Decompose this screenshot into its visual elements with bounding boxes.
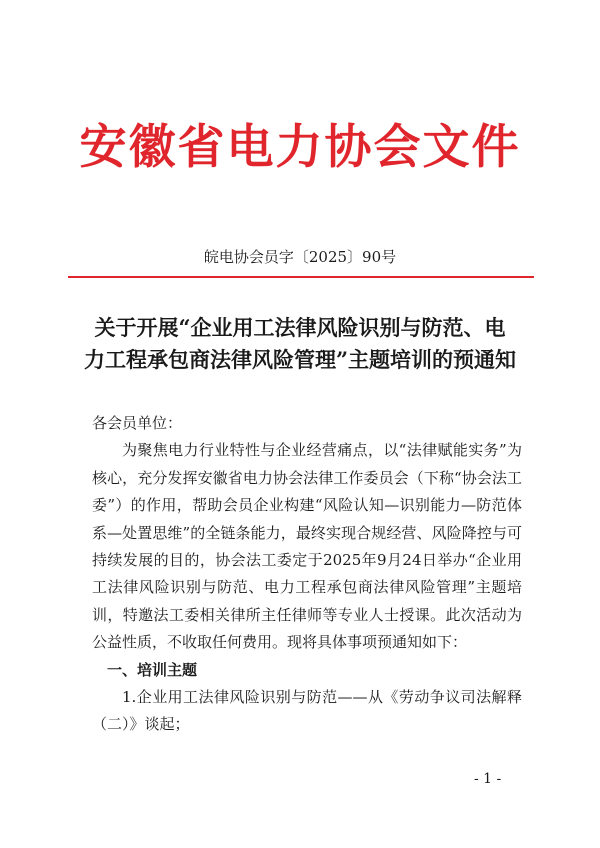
notice-title-line-2: 力工程承包商法律风险管理”主题培训的预通知 xyxy=(83,347,517,372)
body-paragraph-1: 为聚焦电力行业特性与企业经营痛点，以“法律赋能实务”为核心，充分发挥安徽省电力协会法律工作委员会（下称“协会法工委”）的作用，帮助会员企业构建“风险认知—识别能力—防范体系—处置思维”的全链条能力，最终实现合规经营、风险降控与可持续发展的目的，协会法工委定于2025年9月24日举办“企业用工法律风险识别与防范、电力工程承包商法律风险管理”主题培训，特邀法工委相关律所主任律师等专业人士授课。此次活动为公益性质，不收取任何费用。现将具体事项预通知如下： xyxy=(92,441,522,652)
document-body xyxy=(92,410,522,739)
list-item-1: 1.企业用工法律风险识别与防范——从《劳动争议司法解释（二）》谈起； xyxy=(92,688,522,734)
org-header-title: 安徽省电力协会文件 xyxy=(79,120,521,175)
section-heading-1: 一、培训主题 xyxy=(107,660,198,679)
notice-title xyxy=(60,312,540,376)
page-number: - 1 - xyxy=(474,771,502,787)
document-number: 皖电协会员字〔2025〕90号 xyxy=(203,248,397,266)
salutation: 各会员单位： xyxy=(92,414,183,432)
red-divider-line xyxy=(68,276,534,278)
notice-title-line-1: 关于开展“企业用工法律风险识别与防范、电 xyxy=(94,315,506,340)
